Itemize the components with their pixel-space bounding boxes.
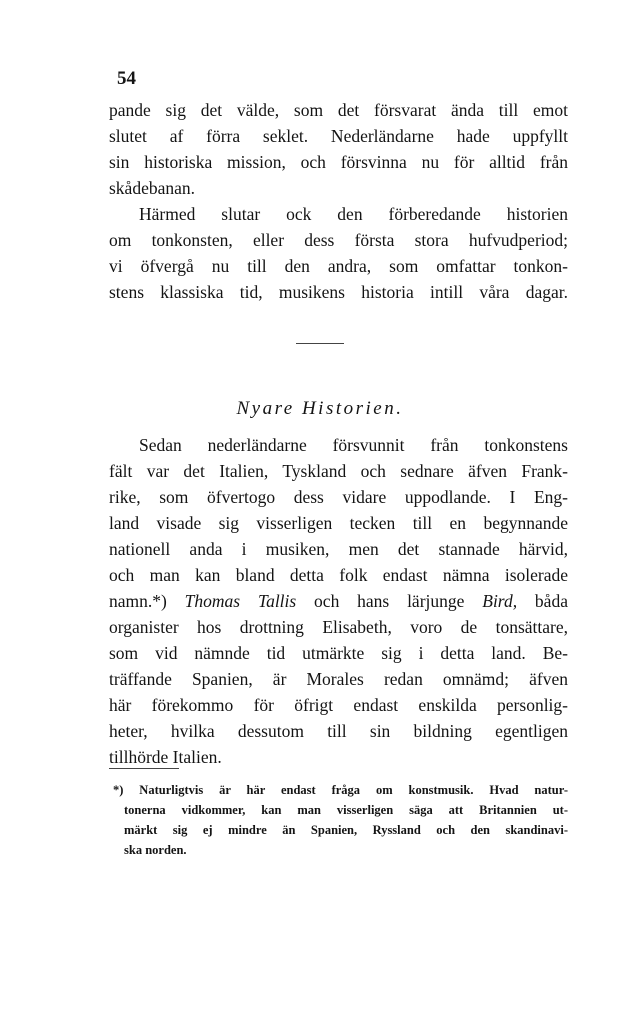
text-line: och man kan bland detta folk endast nämna isolerade <box>109 565 568 585</box>
footnote-line: tonerna vidkommer, kan man visserligen säga att Britannien ut- <box>124 803 568 817</box>
footnote-reference: namn.*) <box>109 591 185 611</box>
text-line: pande sig det välde, som det försvarat ända till emot <box>109 100 568 120</box>
text-fragment: och hans lärjunge <box>296 591 483 611</box>
text-line: fält var det Italien, Tyskland och sednare äfven Frank- <box>109 461 568 481</box>
text-line: tillhörde Italien. <box>109 747 222 767</box>
text-line: stens klassiska tid, musikens historia intill våra dagar. <box>109 282 568 302</box>
person-name: Bird, <box>482 591 518 611</box>
text-fragment: båda <box>517 591 568 611</box>
text-line: Härmed slutar ock den förberedande historien <box>139 204 568 224</box>
text-line: land visade sig visserligen tecken till en begynnande <box>109 513 568 533</box>
section-divider <box>296 343 344 344</box>
section-heading: Nyare Historien. <box>236 398 404 419</box>
text-line: sin historiska mission, och försvinna nu för alltid från <box>109 152 568 172</box>
text-line: rike, som öfvertogo dess vidare uppodlande. I Eng- <box>109 487 568 507</box>
text-line: skådebanan. <box>109 178 196 198</box>
person-name: Thomas Tallis <box>184 591 297 611</box>
text-line: heter, hvilka dessutom till sin bildning egentligen <box>109 721 568 741</box>
text-line: Sedan nederländarne försvunnit från tonkonstens <box>139 435 568 455</box>
footnote-line: ska norden. <box>124 843 187 857</box>
text-line: organister hos drottning Elisabeth, voro de tonsättare, <box>109 617 568 637</box>
text-line: nationell anda i musiken, men det stannade härvid, <box>109 539 568 559</box>
footnote-line: märkt sig ej mindre än Spanien, Ryssland och den skandinavi- <box>124 823 568 837</box>
footnote-rule <box>109 768 179 769</box>
text-line: vi öfvergå nu till den andra, som omfattar tonkon- <box>109 256 568 276</box>
text-line: om tonkonsten, eller dess första stora hufvudperiod; <box>109 230 568 250</box>
text-line: slutet af förra seklet. Nederländarne hade uppfyllt <box>109 126 568 146</box>
text-line: som vid nämnde tid utmärkte sig i detta land. Be- <box>109 643 568 663</box>
footnote-line: *) Naturligtvis är här endast fråga om konstmusik. Hvad natur- <box>113 783 568 797</box>
text-line: träffande Spanien, är Morales redan omnämd; äfven <box>109 669 568 689</box>
footnote <box>113 780 568 860</box>
text-line: här förekommo för öfrigt endast enskilda personlig- <box>109 695 568 715</box>
body-text-section <box>109 432 568 770</box>
body-text-top <box>109 97 568 305</box>
page-number: 54 <box>117 68 136 89</box>
text-line <box>109 588 568 614</box>
